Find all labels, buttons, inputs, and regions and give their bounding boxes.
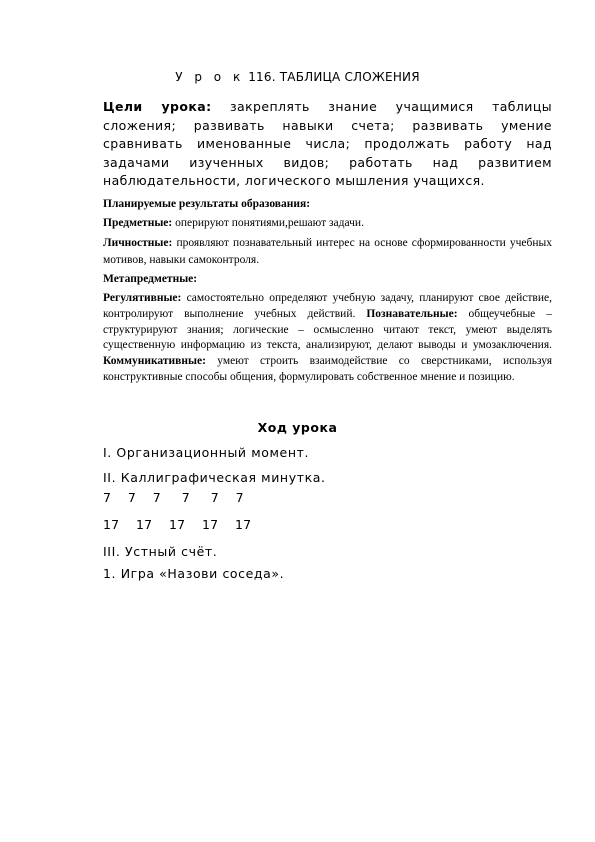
regulatory-label: Регулятивные: — [103, 292, 182, 304]
step-organizational: I. Организационный момент. — [103, 445, 310, 460]
goals-text: закреплять знание учащимися таблицы сложения; развивать навыки счета; развивать умение сравнивать именованные числа; продолжать работу над задачами изученных видов; работать над развитием наблюдательности, логического мышления учащихся. — [103, 99, 553, 188]
communicative-label: Коммуникативные: — [103, 355, 206, 368]
results-heading-text: Планируемые результаты образования: — [103, 198, 311, 210]
game-item: 1. Игра «Назови соседа». — [103, 566, 285, 581]
regulatory-text: самостоятельно определяют учебную задачу, планируют свое действие, контролируют выполнение учебных действий. — [103, 292, 552, 320]
subject-label: Предметные: — [103, 217, 173, 229]
lesson-title — [0, 70, 595, 84]
lesson-progress-heading: Ход урока — [257, 420, 338, 435]
cognitive-label: Познавательные: — [366, 307, 458, 320]
calligraphy-row-1: 7 7 7 7 7 7 — [103, 490, 244, 505]
lesson-title-rest: 116. ТАБЛИЦА СЛОЖЕНИЯ — [244, 70, 420, 84]
cognitive-text: общеучебные – структурируют знания; логические – осмысленно читают текст, умеют выделять существенную информацию из текста, анализируют, делают выводы и умозаключения. — [103, 307, 553, 352]
step-oral-count: III. Устный счёт. — [103, 544, 218, 559]
meta-results — [103, 291, 552, 386]
personal-results — [103, 235, 552, 269]
personal-label: Личностные: — [103, 237, 173, 249]
meta-heading — [103, 272, 552, 287]
communicative-text: умеют строить взаимодействие со сверстниками, используя конструктивные способы общения, формулировать собственное мнение и позицию. — [103, 355, 552, 383]
subject-results — [103, 216, 552, 231]
subject-text: оперируют понятиями,решают задачи. — [172, 217, 364, 229]
personal-text: проявляют познавательный интерес на основе сформированности учебных мотивов, навыки самоконтроля. — [103, 237, 552, 266]
meta-heading-text: Метапредметные: — [103, 273, 198, 285]
results-heading — [103, 197, 552, 212]
lesson-goals — [103, 98, 552, 191]
goals-label: Цели урока: — [103, 99, 212, 114]
lesson-title-word: У р о к — [175, 70, 245, 84]
calligraphy-row-2: 17 17 17 17 17 — [103, 517, 252, 532]
step-calligraphy: II. Каллиграфическая минутка. — [103, 470, 326, 485]
